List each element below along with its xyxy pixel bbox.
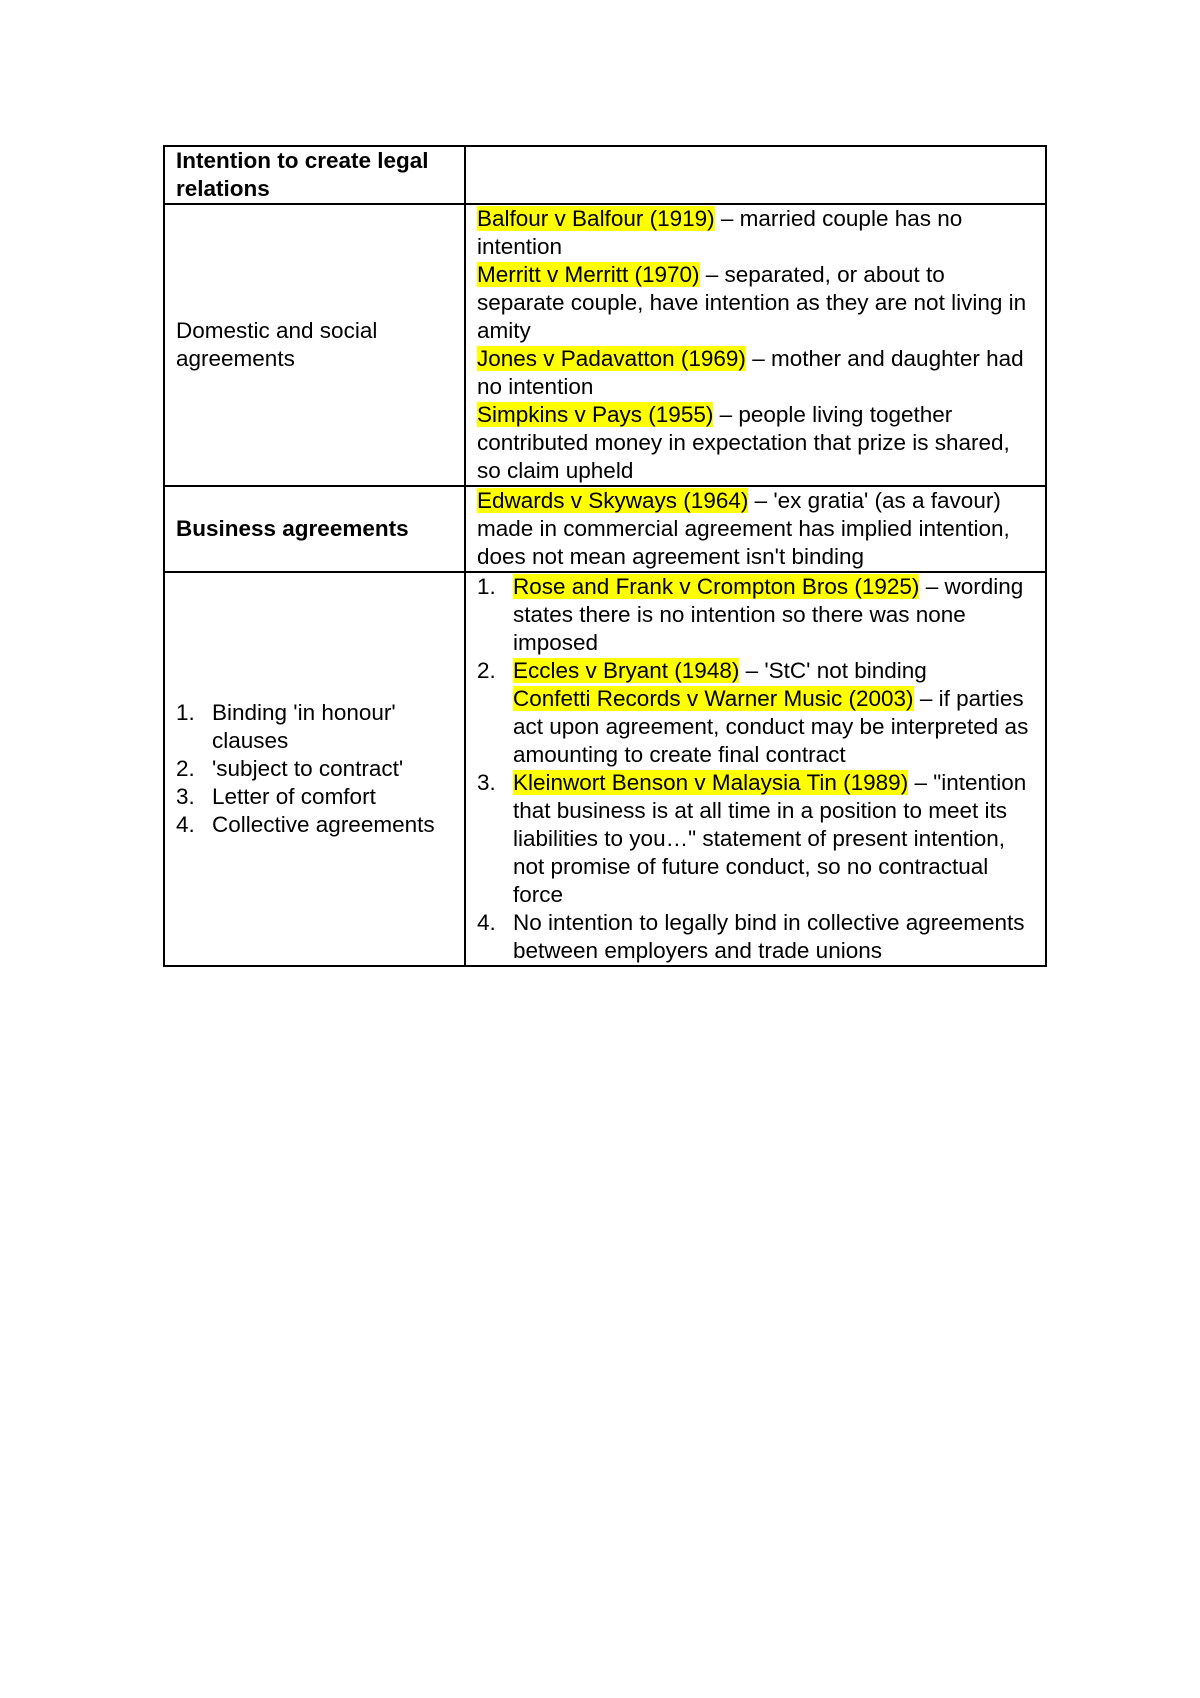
case-entry [477,345,1037,401]
case-entry [513,573,1037,657]
case-description: – if parties act upon agreement, conduct may be interpreted as amounting to create final contract [513,686,1029,767]
case-entry [513,685,1037,769]
case-description: No intention to legally bind in collective agreements between employers and trade unions [513,910,1025,963]
case-entry [477,261,1037,345]
list-item: 4. No intention to legally bind in collective agreements between employers and trade unions [477,909,1037,965]
exceptions-label [164,572,465,966]
table-row-business [164,486,1046,572]
list-item: 3. Kleinwort Benson v Malaysia Tin (1989) – "intention that business is at all time in a position to meet its liabilities to you…" statement of present intention, not promise of future conduct, so no contractual force [477,769,1037,909]
case-name: Confetti Records v Warner Music (2003) [513,686,914,711]
notes-table [163,145,1047,967]
case-name: Edwards v Skyways (1964) [477,488,749,513]
case-entry [477,205,1037,261]
table-row-domestic [164,204,1046,486]
list-item: 2. 'subject to contract' [176,756,404,781]
case-entry [513,909,1037,965]
table-row-header [164,146,1046,204]
table-row-exceptions [164,572,1046,966]
case-entry [513,657,1037,685]
header-cell-topic: Intention to create legal relations [164,146,465,204]
case-name: Simpkins v Pays (1955) [477,402,714,427]
case-name: Merritt v Merritt (1970) [477,262,700,287]
case-name: Rose and Frank v Crompton Bros (1925) [513,574,920,599]
exceptions-case-list [477,573,1037,965]
case-name: Kleinwort Benson v Malaysia Tin (1989) [513,770,909,795]
case-description: – 'ex gratia' (as a favour) made in commercial agreement has implied intention, does not mean agreement isn't binding [477,488,1010,569]
list-item: 4. Collective agreements [176,812,435,837]
case-description: – people living together contributed money in expectation that prize is shared, so claim upheld [477,402,1010,483]
case-name: Eccles v Bryant (1948) [513,658,740,683]
case-entry [513,769,1037,909]
domestic-label: Domestic and social agreements [164,204,465,486]
list-item: 1. Binding 'in honour' clauses [176,700,396,753]
case-name: Balfour v Balfour (1919) [477,206,715,231]
case-entry [477,487,1037,571]
exceptions-cases [465,572,1046,966]
business-label: Business agreements [164,486,465,572]
exceptions-list [176,699,456,839]
header-cell-empty [465,146,1046,204]
list-item: 1. Rose and Frank v Crompton Bros (1925) – wording states there is no intention so there was none imposed [477,573,1037,657]
case-description: – "intention that business is at all time in a position to meet its liabilities to you…" statement of present intention, not promise of future conduct, so no contractual force [513,770,1027,907]
case-entry [477,401,1037,485]
case-description: – 'StC' not binding [739,658,927,683]
case-description: – separated, or about to separate couple, have intention as they are not living in amity [477,262,1027,343]
case-name: Jones v Padavatton (1969) [477,346,746,371]
list-item: 3. Letter of comfort [176,784,376,809]
list-item: 2. Eccles v Bryant (1948) – 'StC' not binding Confetti Records v Warner Music (2003) – if parties act upon agreement, conduct may be interpreted as amounting to create final contract [477,657,1037,769]
business-cases [465,486,1046,572]
case-description: – mother and daughter had no intention [477,346,1024,399]
case-description: – wording states there is no intention so there was none imposed [513,574,1024,655]
case-description: – married couple has no intention [477,206,963,259]
domestic-cases [465,204,1046,486]
